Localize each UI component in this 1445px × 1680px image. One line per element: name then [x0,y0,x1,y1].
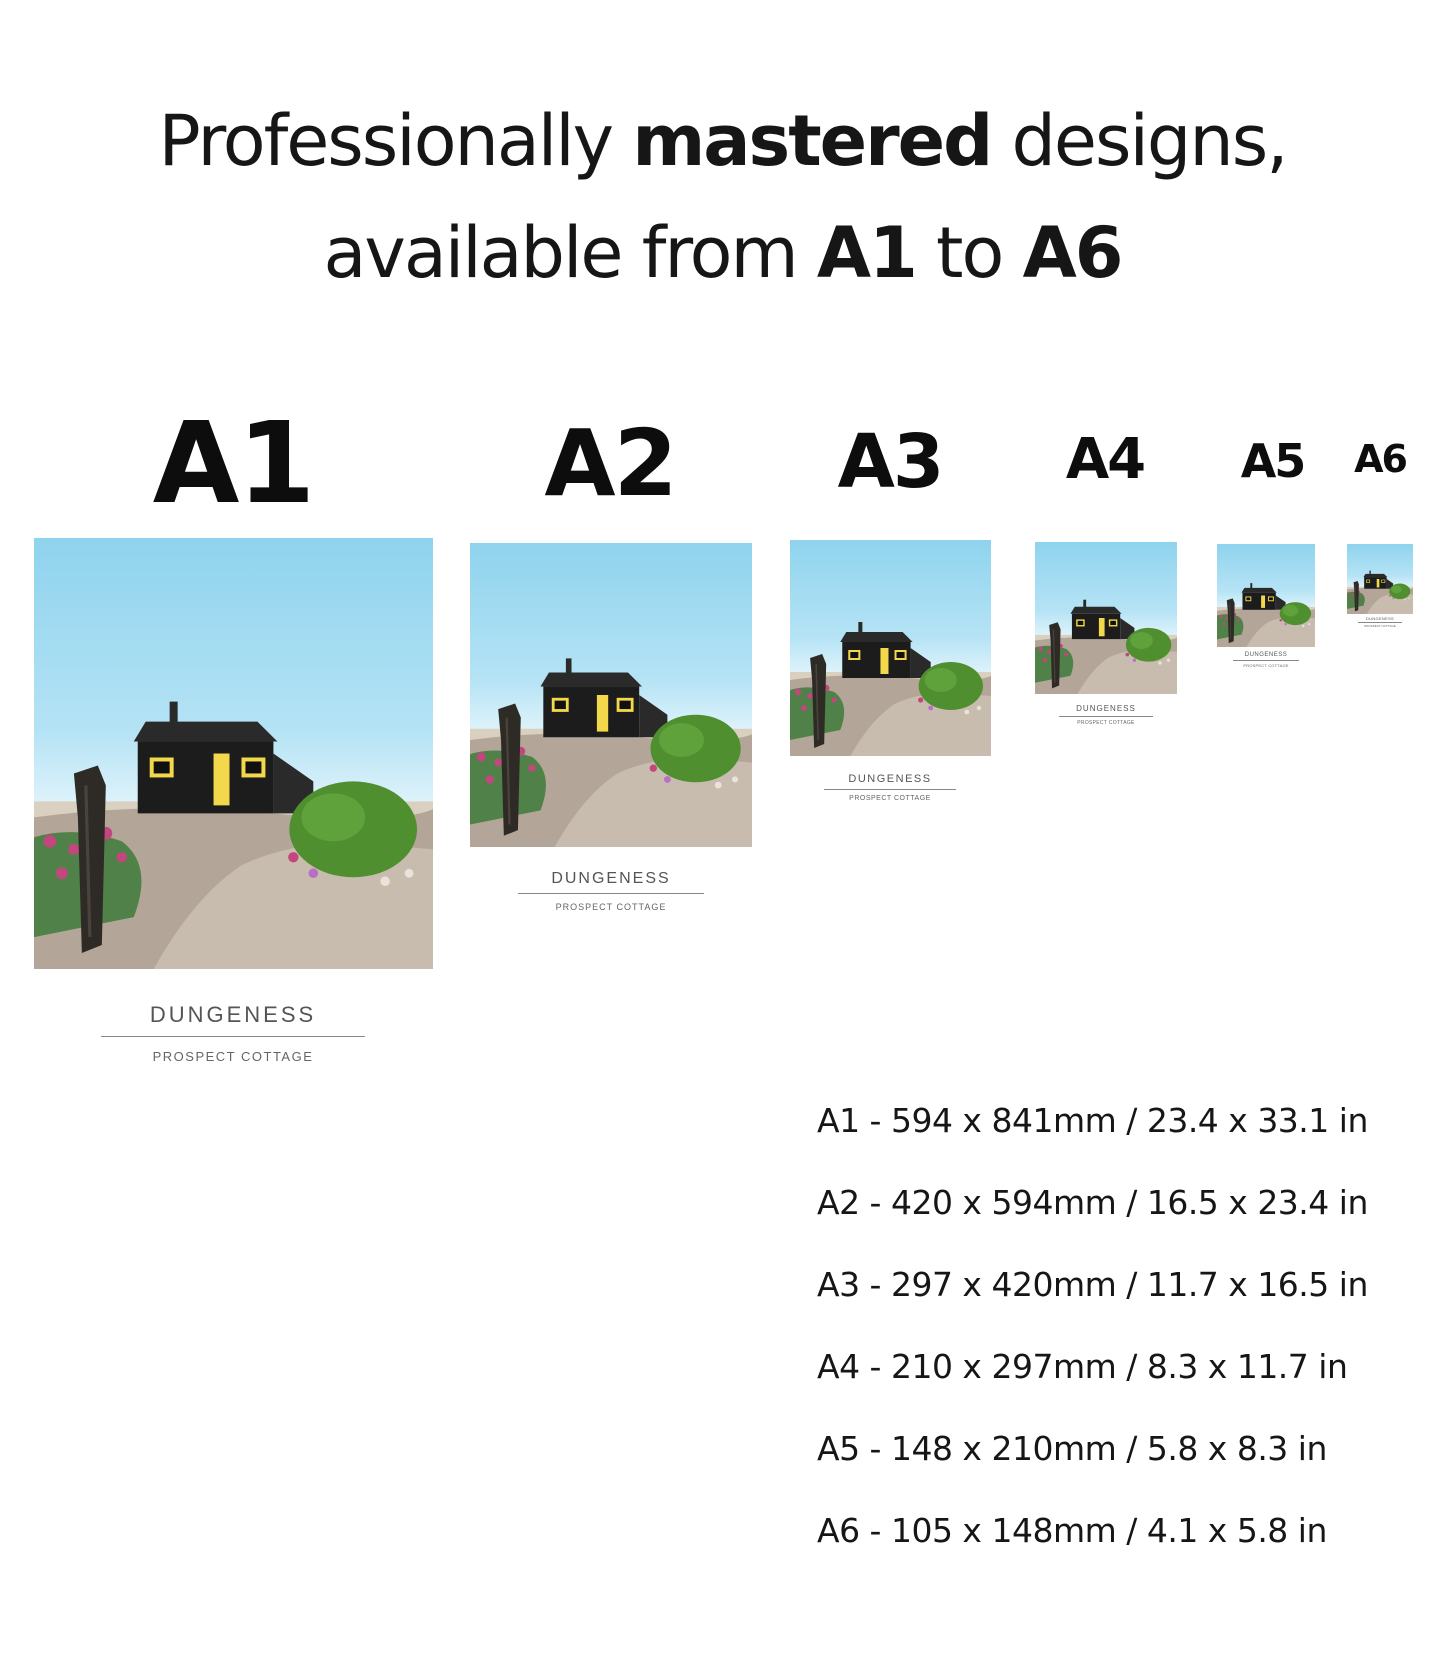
caption-divider [824,789,956,790]
poster-caption-a5 [1232,652,1300,668]
caption-divider [1233,660,1299,661]
headline-line-1 [0,100,1445,182]
headline-text: to [915,212,1023,294]
cottage-photo [470,543,752,847]
poster-subtitle: PROSPECT COTTAGE [849,795,931,802]
poster-subtitle: PROSPECT COTTAGE [555,902,667,912]
poster-title: DUNGENESS [1244,652,1288,658]
headline-emphasis: A6 [1022,212,1122,294]
caption-divider [1059,716,1153,717]
poster-image-a4 [1035,542,1177,694]
poster-image-a3 [790,540,991,756]
headline-line-2 [0,212,1445,294]
size-label-a3: A3 [837,419,943,505]
poster-title: DUNGENESS [848,773,932,785]
poster-subtitle: PROSPECT COTTAGE [1077,720,1135,726]
size-spec-a1: A1 - 594 x 841mm / 23.4 x 33.1 in [817,1101,1368,1140]
size-label-a6: A6 [1354,437,1406,481]
poster-caption-a3 [823,773,957,802]
headline-text: Professionally [158,100,633,182]
size-spec-list [817,1100,1368,1592]
cottage-photo [1347,544,1413,614]
size-label-a1: A1 [152,399,314,529]
poster-caption-a2 [517,870,705,912]
poster-image-a5 [1217,544,1315,647]
poster-title: DUNGENESS [149,1002,317,1027]
poster-caption-a1 [100,1002,366,1064]
poster-image-a6 [1347,544,1413,614]
size-spec-a2: A2 - 420 x 594mm / 16.5 x 23.4 in [817,1183,1368,1222]
headline-emphasis: A1 [816,212,916,294]
size-spec-a4: A4 - 210 x 297mm / 8.3 x 11.7 in [817,1347,1348,1386]
poster-title: DUNGENESS [1365,616,1395,621]
poster-subtitle: PROSPECT COTTAGE [152,1049,314,1064]
headline-text: available from [323,212,817,294]
poster-subtitle: PROSPECT COTTAGE [1364,624,1396,628]
size-spec-a5: A5 - 148 x 210mm / 5.8 x 8.3 in [817,1429,1327,1468]
size-label-a5: A5 [1240,434,1305,488]
poster-image-a2 [470,543,752,847]
caption-divider [1358,622,1402,623]
poster-caption-a6 [1357,616,1403,628]
poster-subtitle: PROSPECT COTTAGE [1243,663,1289,668]
caption-divider [101,1036,365,1037]
size-spec-a3: A3 - 297 x 420mm / 11.7 x 16.5 in [817,1265,1368,1304]
poster-caption-a4 [1058,704,1154,726]
poster-title: DUNGENESS [551,870,671,887]
size-spec-a6: A6 - 105 x 148mm / 4.1 x 5.8 in [817,1511,1327,1550]
cottage-photo [1035,542,1177,694]
headline-text: designs, [991,100,1287,182]
caption-divider [518,893,704,894]
cottage-photo [34,538,433,969]
size-label-a4: A4 [1065,427,1145,492]
poster-title: DUNGENESS [1076,704,1136,713]
cottage-photo [1217,544,1315,647]
poster-image-a1 [34,538,433,969]
headline-emphasis: mastered [632,100,992,182]
size-label-a2: A2 [544,410,676,517]
cottage-photo [790,540,991,756]
